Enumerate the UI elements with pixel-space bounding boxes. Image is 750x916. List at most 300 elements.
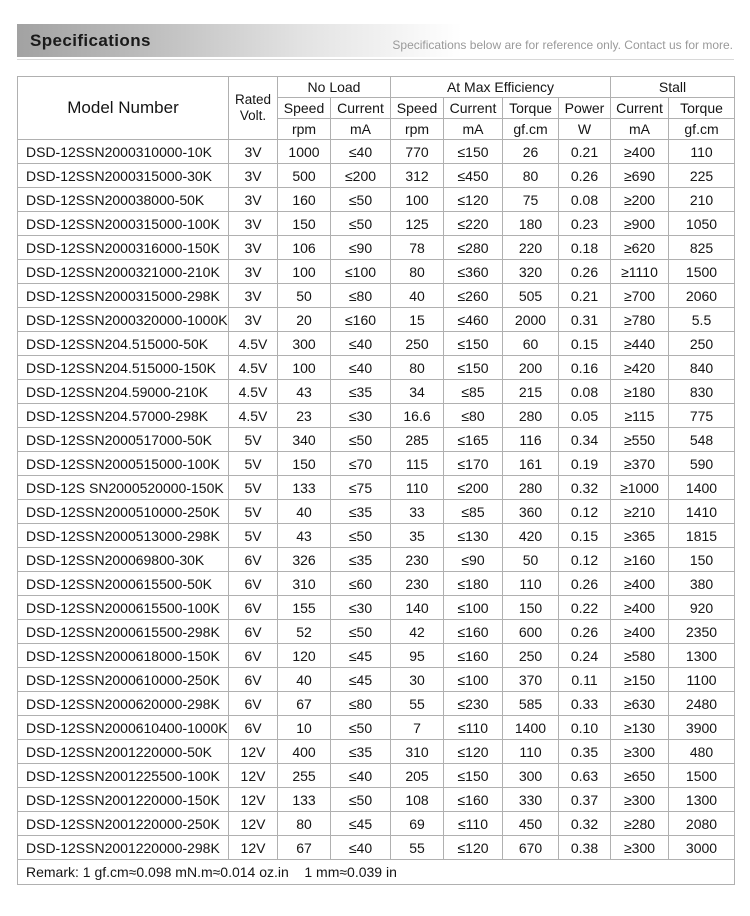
value-cell: ≤160 [444, 620, 503, 644]
value-cell: 55 [391, 692, 444, 716]
value-cell: 15 [391, 308, 444, 332]
value-cell: ≤85 [444, 380, 503, 404]
value-cell: 0.11 [559, 668, 611, 692]
value-cell: ≤30 [331, 404, 391, 428]
value-cell: 285 [391, 428, 444, 452]
value-cell: 4.5V [229, 404, 278, 428]
value-cell: ≤35 [331, 500, 391, 524]
value-cell: 250 [503, 644, 559, 668]
value-cell: ≤100 [444, 596, 503, 620]
value-cell: ≥580 [611, 644, 669, 668]
value-cell: ≤45 [331, 668, 391, 692]
table-row [18, 404, 735, 428]
value-cell: 0.15 [559, 524, 611, 548]
value-cell: 230 [391, 548, 444, 572]
value-cell: ≤35 [331, 740, 391, 764]
value-cell: 1300 [669, 788, 735, 812]
value-cell: 0.34 [559, 428, 611, 452]
model-number-cell: DSD-12SSN2000321000-210K [18, 260, 229, 284]
value-cell: ≤150 [444, 140, 503, 164]
value-cell: 312 [391, 164, 444, 188]
value-cell: ≤450 [444, 164, 503, 188]
value-cell: ≥620 [611, 236, 669, 260]
value-cell: 2060 [669, 284, 735, 308]
value-cell: 78 [391, 236, 444, 260]
table-row [18, 596, 735, 620]
value-cell: 80 [503, 164, 559, 188]
value-cell: 110 [503, 740, 559, 764]
value-cell: 300 [503, 764, 559, 788]
value-cell: 50 [278, 284, 331, 308]
table-row [18, 476, 735, 500]
value-cell: ≥440 [611, 332, 669, 356]
value-cell: 69 [391, 812, 444, 836]
value-cell: ≤110 [444, 812, 503, 836]
table-row [18, 188, 735, 212]
value-cell: ≤45 [331, 644, 391, 668]
value-cell: 6V [229, 692, 278, 716]
value-cell: 480 [669, 740, 735, 764]
value-cell: 23 [278, 404, 331, 428]
value-cell: ≤120 [444, 836, 503, 860]
value-cell: 34 [391, 380, 444, 404]
value-cell: 150 [278, 212, 331, 236]
remark-text: Remark: 1 gf.cm≈0.098 mN.m≈0.014 oz.in 1 mm≈0.039 in [18, 860, 735, 885]
value-cell: 920 [669, 596, 735, 620]
value-cell: ≤100 [331, 260, 391, 284]
value-cell: ≤60 [331, 572, 391, 596]
model-number-cell: DSD-12SSN2000618000-150K [18, 644, 229, 668]
value-cell: 5V [229, 476, 278, 500]
value-cell: 6V [229, 644, 278, 668]
col-header-noload-speed: Speed [278, 98, 331, 119]
value-cell: ≥550 [611, 428, 669, 452]
value-cell: 450 [503, 812, 559, 836]
col-header-rated-volt: Rated Volt. [229, 77, 278, 140]
value-cell: 600 [503, 620, 559, 644]
remark-row [18, 860, 735, 885]
value-cell: ≤30 [331, 596, 391, 620]
value-cell: 125 [391, 212, 444, 236]
value-cell: ≤90 [331, 236, 391, 260]
model-number-cell: DSD-12SSN2000610400-1000K [18, 716, 229, 740]
value-cell: 1100 [669, 668, 735, 692]
value-cell: 5V [229, 500, 278, 524]
value-cell: ≥300 [611, 740, 669, 764]
value-cell: ≤180 [444, 572, 503, 596]
value-cell: 370 [503, 668, 559, 692]
value-cell: ≥210 [611, 500, 669, 524]
value-cell: 133 [278, 788, 331, 812]
value-cell: 220 [503, 236, 559, 260]
value-cell: ≥150 [611, 668, 669, 692]
value-cell: 420 [503, 524, 559, 548]
model-number-cell: DSD-12SSN2000610000-250K [18, 668, 229, 692]
value-cell: 16.6 [391, 404, 444, 428]
value-cell: 2480 [669, 692, 735, 716]
table-row [18, 548, 735, 572]
col-header-noload-current: Current [331, 98, 391, 119]
table-row [18, 764, 735, 788]
value-cell: 0.21 [559, 140, 611, 164]
value-cell: ≤200 [331, 164, 391, 188]
value-cell: ≤150 [444, 764, 503, 788]
value-cell: 12V [229, 740, 278, 764]
value-cell: 100 [278, 356, 331, 380]
value-cell: 150 [503, 596, 559, 620]
model-number-cell: DSD-12SSN204.515000-150K [18, 356, 229, 380]
page-title: Specifications [30, 30, 151, 50]
col-group-no-load: No Load [278, 77, 391, 98]
value-cell: 7 [391, 716, 444, 740]
table-row [18, 452, 735, 476]
value-cell: ≥900 [611, 212, 669, 236]
value-cell: 30 [391, 668, 444, 692]
value-cell: 825 [669, 236, 735, 260]
table-row [18, 332, 735, 356]
value-cell: ≥160 [611, 548, 669, 572]
value-cell: ≤70 [331, 452, 391, 476]
value-cell: 0.38 [559, 836, 611, 860]
value-cell: ≤100 [444, 668, 503, 692]
value-cell: ≤120 [444, 740, 503, 764]
unit-stall-torque: gf.cm [669, 119, 735, 140]
value-cell: 4.5V [229, 380, 278, 404]
value-cell: 340 [278, 428, 331, 452]
value-cell: 6V [229, 620, 278, 644]
value-cell: ≤120 [444, 188, 503, 212]
model-number-cell: DSD-12S SN2000520000-150K [18, 476, 229, 500]
value-cell: 0.26 [559, 260, 611, 284]
value-cell: 6V [229, 548, 278, 572]
value-cell: 110 [503, 572, 559, 596]
value-cell: 2000 [503, 308, 559, 332]
value-cell: ≤360 [444, 260, 503, 284]
value-cell: 60 [503, 332, 559, 356]
value-cell: 2080 [669, 812, 735, 836]
value-cell: ≥200 [611, 188, 669, 212]
value-cell: ≤460 [444, 308, 503, 332]
value-cell: ≥630 [611, 692, 669, 716]
model-number-cell: DSD-12SSN2000315000-298K [18, 284, 229, 308]
value-cell: ≥780 [611, 308, 669, 332]
value-cell: 155 [278, 596, 331, 620]
value-cell: 1050 [669, 212, 735, 236]
value-cell: 116 [503, 428, 559, 452]
section-header [17, 24, 734, 60]
value-cell: 75 [503, 188, 559, 212]
value-cell: ≥180 [611, 380, 669, 404]
value-cell: 1410 [669, 500, 735, 524]
value-cell: ≥650 [611, 764, 669, 788]
value-cell: 40 [278, 500, 331, 524]
value-cell: 0.08 [559, 380, 611, 404]
value-cell: ≤230 [444, 692, 503, 716]
model-number-cell: DSD-12SSN2000615500-50K [18, 572, 229, 596]
model-number-cell: DSD-12SSN2001220000-50K [18, 740, 229, 764]
value-cell: 26 [503, 140, 559, 164]
value-cell: 2350 [669, 620, 735, 644]
section-header-band [17, 24, 734, 57]
value-cell: 0.37 [559, 788, 611, 812]
model-number-cell: DSD-12SSN2001220000-250K [18, 812, 229, 836]
value-cell: ≤130 [444, 524, 503, 548]
value-cell: ≤85 [444, 500, 503, 524]
value-cell: 106 [278, 236, 331, 260]
value-cell: 320 [503, 260, 559, 284]
value-cell: ≥690 [611, 164, 669, 188]
value-cell: 0.26 [559, 572, 611, 596]
table-row [18, 620, 735, 644]
col-header-maxeff-current: Current [444, 98, 503, 119]
unit-maxeff-current: mA [444, 119, 503, 140]
table-row [18, 836, 735, 860]
table-header [18, 77, 735, 140]
value-cell: ≥115 [611, 404, 669, 428]
table-body [18, 140, 735, 860]
value-cell: 110 [391, 476, 444, 500]
value-cell: 548 [669, 428, 735, 452]
value-cell: 0.26 [559, 164, 611, 188]
table-row [18, 788, 735, 812]
value-cell: 380 [669, 572, 735, 596]
model-number-cell: DSD-12SSN204.59000-210K [18, 380, 229, 404]
table-row [18, 524, 735, 548]
table-row [18, 236, 735, 260]
value-cell: 40 [278, 668, 331, 692]
value-cell: 10 [278, 716, 331, 740]
value-cell: 840 [669, 356, 735, 380]
value-cell: 0.33 [559, 692, 611, 716]
value-cell: 200 [503, 356, 559, 380]
table-row [18, 308, 735, 332]
unit-maxeff-speed: rpm [391, 119, 444, 140]
value-cell: 0.16 [559, 356, 611, 380]
unit-stall-current: mA [611, 119, 669, 140]
value-cell: 670 [503, 836, 559, 860]
value-cell: 3V [229, 260, 278, 284]
value-cell: 161 [503, 452, 559, 476]
value-cell: ≥400 [611, 140, 669, 164]
col-header-model-number: Model Number [18, 77, 229, 140]
value-cell: ≥370 [611, 452, 669, 476]
table-row [18, 380, 735, 404]
value-cell: 0.26 [559, 620, 611, 644]
model-number-cell: DSD-12SSN2000515000-100K [18, 452, 229, 476]
value-cell: 80 [391, 356, 444, 380]
value-cell: ≥1110 [611, 260, 669, 284]
value-cell: 52 [278, 620, 331, 644]
value-cell: 0.19 [559, 452, 611, 476]
model-number-cell: DSD-12SSN2000310000-10K [18, 140, 229, 164]
model-number-cell: DSD-12SSN2000320000-1000K [18, 308, 229, 332]
table-row [18, 500, 735, 524]
value-cell: 3V [229, 284, 278, 308]
model-number-cell: DSD-12SSN2000510000-250K [18, 500, 229, 524]
table-row [18, 692, 735, 716]
value-cell: ≤80 [444, 404, 503, 428]
value-cell: 280 [503, 476, 559, 500]
value-cell: 215 [503, 380, 559, 404]
value-cell: ≥365 [611, 524, 669, 548]
model-number-cell: DSD-12SSN200069800-30K [18, 548, 229, 572]
value-cell: ≤50 [331, 188, 391, 212]
value-cell: 3V [229, 236, 278, 260]
value-cell: 1000 [278, 140, 331, 164]
value-cell: 4.5V [229, 356, 278, 380]
table-row [18, 428, 735, 452]
model-number-cell: DSD-12SSN2000315000-30K [18, 164, 229, 188]
value-cell: 330 [503, 788, 559, 812]
value-cell: 35 [391, 524, 444, 548]
model-number-cell: DSD-12SSN204.57000-298K [18, 404, 229, 428]
value-cell: 0.63 [559, 764, 611, 788]
value-cell: 115 [391, 452, 444, 476]
value-cell: 6V [229, 716, 278, 740]
value-cell: 0.31 [559, 308, 611, 332]
table-row [18, 740, 735, 764]
value-cell: 505 [503, 284, 559, 308]
value-cell: 133 [278, 476, 331, 500]
value-cell: ≤160 [444, 788, 503, 812]
value-cell: 140 [391, 596, 444, 620]
col-header-maxeff-speed: Speed [391, 98, 444, 119]
value-cell: ≤220 [444, 212, 503, 236]
value-cell: 0.21 [559, 284, 611, 308]
col-group-at-max-efficiency: At Max Efficiency [391, 77, 611, 98]
model-number-cell: DSD-12SSN2000315000-100K [18, 212, 229, 236]
value-cell: 43 [278, 380, 331, 404]
value-cell: 0.08 [559, 188, 611, 212]
value-cell: ≥420 [611, 356, 669, 380]
value-cell: 0.32 [559, 812, 611, 836]
value-cell: 775 [669, 404, 735, 428]
value-cell: 300 [278, 332, 331, 356]
value-cell: ≤150 [444, 356, 503, 380]
value-cell: ≤35 [331, 380, 391, 404]
value-cell: 585 [503, 692, 559, 716]
value-cell: ≤40 [331, 836, 391, 860]
value-cell: ≤40 [331, 332, 391, 356]
value-cell: 3V [229, 188, 278, 212]
value-cell: 12V [229, 812, 278, 836]
table-row [18, 140, 735, 164]
value-cell: 310 [278, 572, 331, 596]
value-cell: 400 [278, 740, 331, 764]
value-cell: ≤80 [331, 692, 391, 716]
value-cell: 0.23 [559, 212, 611, 236]
value-cell: 5.5 [669, 308, 735, 332]
value-cell: 95 [391, 644, 444, 668]
value-cell: 1500 [669, 260, 735, 284]
table-row [18, 812, 735, 836]
model-number-cell: DSD-12SSN2000316000-150K [18, 236, 229, 260]
value-cell: ≤260 [444, 284, 503, 308]
value-cell: ≤160 [444, 644, 503, 668]
value-cell: 33 [391, 500, 444, 524]
value-cell: 0.22 [559, 596, 611, 620]
value-cell: 100 [391, 188, 444, 212]
value-cell: ≤50 [331, 716, 391, 740]
value-cell: 1400 [503, 716, 559, 740]
value-cell: ≥300 [611, 836, 669, 860]
value-cell: ≥400 [611, 596, 669, 620]
value-cell: ≥130 [611, 716, 669, 740]
unit-maxeff-torque: gf.cm [503, 119, 559, 140]
unit-noload-current: mA [331, 119, 391, 140]
value-cell: 250 [669, 332, 735, 356]
value-cell: ≤165 [444, 428, 503, 452]
value-cell: ≥400 [611, 620, 669, 644]
value-cell: 1300 [669, 644, 735, 668]
value-cell: 67 [278, 692, 331, 716]
table-row [18, 668, 735, 692]
value-cell: 1500 [669, 764, 735, 788]
value-cell: 6V [229, 572, 278, 596]
unit-maxeff-power: W [559, 119, 611, 140]
value-cell: 80 [391, 260, 444, 284]
table-row [18, 644, 735, 668]
value-cell: 20 [278, 308, 331, 332]
model-number-cell: DSD-12SSN2000615500-298K [18, 620, 229, 644]
model-number-cell: DSD-12SSN2001220000-150K [18, 788, 229, 812]
unit-noload-speed: rpm [278, 119, 331, 140]
value-cell: 12V [229, 788, 278, 812]
value-cell: 5V [229, 524, 278, 548]
value-cell: ≤200 [444, 476, 503, 500]
model-number-cell: DSD-12SSN2000620000-298K [18, 692, 229, 716]
value-cell: 120 [278, 644, 331, 668]
value-cell: ≤40 [331, 356, 391, 380]
value-cell: ≤110 [444, 716, 503, 740]
value-cell: 0.24 [559, 644, 611, 668]
value-cell: 210 [669, 188, 735, 212]
value-cell: ≤50 [331, 524, 391, 548]
value-cell: 67 [278, 836, 331, 860]
value-cell: 50 [503, 548, 559, 572]
table-row [18, 356, 735, 380]
value-cell: 150 [278, 452, 331, 476]
col-header-stall-torque: Torque [669, 98, 735, 119]
value-cell: 500 [278, 164, 331, 188]
value-cell: ≤80 [331, 284, 391, 308]
value-cell: 55 [391, 836, 444, 860]
value-cell: ≤50 [331, 212, 391, 236]
value-cell: 590 [669, 452, 735, 476]
value-cell: 100 [278, 260, 331, 284]
value-cell: 0.05 [559, 404, 611, 428]
value-cell: 1815 [669, 524, 735, 548]
col-header-maxeff-power: Power [559, 98, 611, 119]
value-cell: 0.12 [559, 548, 611, 572]
value-cell: 4.5V [229, 332, 278, 356]
value-cell: 280 [503, 404, 559, 428]
model-number-cell: DSD-12SSN2000517000-50K [18, 428, 229, 452]
model-number-cell: DSD-12SSN2001225500-100K [18, 764, 229, 788]
value-cell: 255 [278, 764, 331, 788]
model-number-cell: DSD-12SSN2000513000-298K [18, 524, 229, 548]
value-cell: 310 [391, 740, 444, 764]
col-header-stall-current: Current [611, 98, 669, 119]
value-cell: 230 [391, 572, 444, 596]
table-row [18, 284, 735, 308]
value-cell: ≥300 [611, 788, 669, 812]
value-cell: 3V [229, 308, 278, 332]
value-cell: ≤35 [331, 548, 391, 572]
value-cell: ≤50 [331, 620, 391, 644]
header-note: Specifications below are for reference only. Contact us for more. [392, 37, 733, 52]
value-cell: 0.32 [559, 476, 611, 500]
